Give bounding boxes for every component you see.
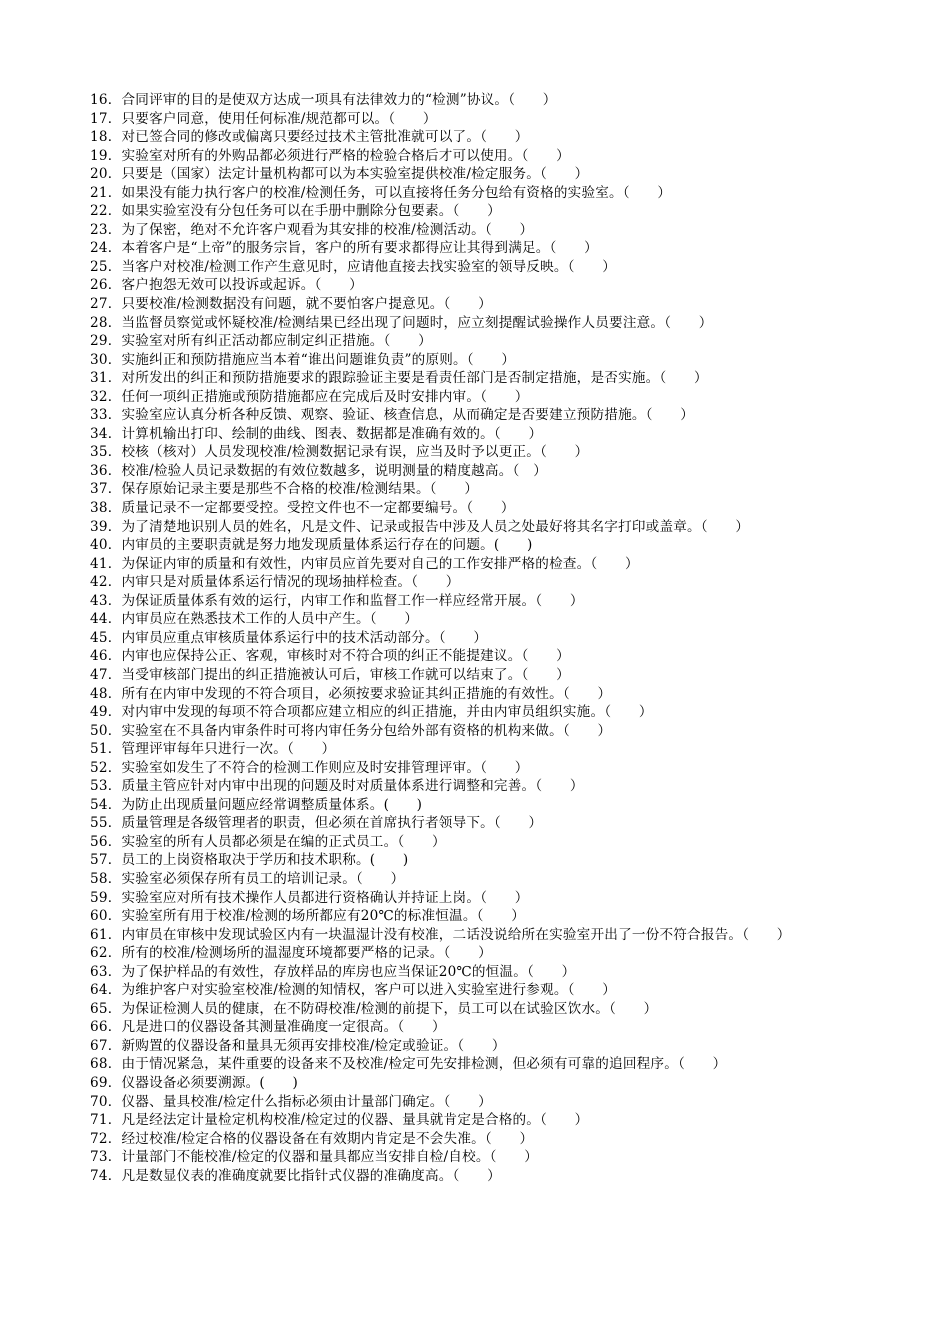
question-item: 22．如果实验室没有分包任务可以在手册中删除分包要素。（ ）	[90, 203, 501, 220]
question-item: 59．实验室应对所有技术操作人员都进行资格确认并持证上岗。（ ）	[90, 889, 529, 906]
question-item: 70．仪器、量具校准/检定什么指标必须由计量部门确定。（ ）	[90, 1093, 492, 1110]
question-item: 28．当监督员察觉或怀疑校准/检测结果已经出现了问题时，应立刻提醒试验操作人员要注意。（ ）	[90, 314, 713, 331]
question-item: 64．为维护客户对实验室校准/检测的知情权，客户可以进入实验室进行参观。（ ）	[90, 982, 617, 999]
question-item: 62．所有的校准/检测场所的温湿度环境都要严格的记录。（ ）	[90, 945, 492, 962]
question-item: 55．质量管理是各级管理者的职责，但必须在首席执行者领导下。（ ）	[90, 815, 543, 832]
question-item: 34．计算机输出打印、绘制的曲线、图表、数据都是准确有效的。（ ）	[90, 425, 543, 442]
question-item: 17．只要客户同意，使用任何标准/规范都可以。（ ）	[90, 110, 437, 127]
question-item: 32．任何一项纠正措施或预防措施都应在完成后及时安排内审。（ ）	[90, 388, 529, 405]
question-item: 18．对已签合同的修改或偏离只要经过技术主管批准就可以了。（ ）	[90, 129, 529, 146]
question-item: 73．计量部门不能校准/检定的仪器和量具都应当安排自检/自校。（ ）	[90, 1149, 539, 1166]
question-item: 49．对内审中发现的每项不符合项都应建立相应的纠正措施，并由内审员组织实施。（ ）	[90, 704, 653, 721]
question-item: 54．为防止出现质量问题应经常调整质量体系。( )	[90, 796, 423, 813]
question-item: 72．经过校准/检定合格的仪器设备在有效期内肯定是不会失准。（ ）	[90, 1130, 534, 1147]
question-item: 42．内审只是对质量体系运行情况的现场抽样检查。（ ）	[90, 574, 460, 591]
question-item: 57．员工的上岗资格取决于学历和技术职称。( )	[90, 852, 409, 869]
question-item: 39．为了清楚地识别人员的姓名，凡是文件、记录或报告中涉及人员之处最好将其名字打印或盖章。（ ）	[90, 518, 750, 535]
question-item: 56．实验室的所有人员都必须是在编的正式员工。（ ）	[90, 833, 446, 850]
question-item: 26．客户抱怨无效可以投诉或起诉。（ ）	[90, 277, 363, 294]
question-item: 19．实验室对所有的外购品都必须进行严格的检验合格后才可以使用。（ ）	[90, 147, 570, 164]
question-item: 36．校准/检验人员记录数据的有效位数越多，说明测量的精度越高。（ ）	[90, 462, 548, 479]
question-item: 71．凡是经法定计量检定机构校准/检定过的仪器、量具就肯定是合格的。（ ）	[90, 1112, 589, 1129]
question-item: 47．当受审核部门提出的纠正措施被认可后，审核工作就可以结束了。（ ）	[90, 666, 570, 683]
question-item: 45．内审员应重点审核质量体系运行中的技术活动部分。（ ）	[90, 629, 488, 646]
question-item: 65．为保证检测人员的健康，在不防碍校准/检测的前提下，员工可以在试验区饮水。（ ）	[90, 1000, 658, 1017]
question-item: 50．实验室在不具备内审条件时可将内审任务分包给外部有资格的机构来做。（ ）	[90, 722, 612, 739]
question-item: 40．内审员的主要职责就是努力地发现质量体系运行存在的问题。( )	[90, 537, 533, 554]
question-item: 52．实验室如发生了不符合的检测工作则应及时安排管理评审。（ ）	[90, 759, 529, 776]
question-item: 20．只要是（国家）法定计量机构都可以为本实验室提供校准/检定服务。（ ）	[90, 166, 589, 183]
question-item: 41．为保证内审的质量和有效性，内审员应首先要对自己的工作安排严格的检查。（ ）	[90, 555, 639, 572]
question-item: 66．凡是进口的仪器设备其测量准确度一定很高。（ ）	[90, 1019, 446, 1036]
question-item: 43．为保证质量体系有效的运行，内审工作和监督工作一样应经常开展。（ ）	[90, 592, 584, 609]
question-item: 63．为了保护样品的有效性，存放样品的库房也应当保证20℃的恒温。（ ）	[90, 963, 576, 980]
question-item: 23．为了保密，绝对不允许客户观看为其安排的校准/检测活动。（ ）	[90, 221, 534, 238]
question-item: 37．保存原始记录主要是那些不合格的校准/检测结果。（ ）	[90, 481, 479, 498]
question-item: 25．当客户对校准/检测工作产生意见时，应请他直接去找实验室的领导反映。（ ）	[90, 258, 617, 275]
question-item: 67．新购置的仪器设备和量具无须再安排校准/检定或验证。（ ）	[90, 1037, 506, 1054]
question-item: 29．实验室对所有纠正活动都应制定纠正措施。（ ）	[90, 333, 432, 350]
question-item: 44．内审员应在熟悉技术工作的人员中产生。（ ）	[90, 611, 419, 628]
question-item: 33．实验室应认真分析各种反馈、观察、验证、核查信息，从而确定是否要建立预防措施。（ ）	[90, 407, 695, 424]
question-item: 30．实施纠正和预防措施应当本着“谁出问题谁负责”的原则。（ ）	[90, 351, 516, 368]
question-item: 31．对所发出的纠正和预防措施要求的跟踪验证主要是看责任部门是否制定措施，是否实施。（ ）	[90, 370, 708, 387]
question-item: 27．只要校准/检测数据没有问题，就不要怕客户提意见。（ ）	[90, 296, 492, 313]
question-item: 58．实验室必须保存所有员工的培训记录。（ ）	[90, 870, 405, 887]
question-item: 68．由于情况紧急，某件重要的设备来不及校准/检定可先安排检测，但必须有可靠的追回程序。（ ）	[90, 1056, 727, 1073]
question-item: 46．内审也应保持公正、客观，审核时对不符合项的纠正不能提建议。（ ）	[90, 648, 570, 665]
question-item: 69．仪器设备必须要溯源。( )	[90, 1074, 299, 1091]
true-false-question-list	[90, 91, 880, 1185]
question-item: 53．质量主管应针对内审中出现的问题及时对质量体系进行调整和完善。（ ）	[90, 778, 584, 795]
question-item: 48．所有在内审中发现的不符合项目，必须按要求验证其纠正措施的有效性。（ ）	[90, 685, 612, 702]
question-item: 35．校核（核对）人员发现校准/检测数据记录有误，应当及时予以更正。（ ）	[90, 444, 589, 461]
question-item: 38．质量记录不一定都要受控。受控文件也不一定都要编号。（ ）	[90, 500, 515, 517]
question-item: 74．凡是数显仪表的准确度就要比指针式仪器的准确度高。（ ）	[90, 1167, 501, 1184]
question-item: 21．如果没有能力执行客户的校准/检测任务，可以直接将任务分包给有资格的实验室。（ ）	[90, 184, 672, 201]
question-item: 60．实验室所有用于校准/检测的场所都应有20℃的标准恒温。（ ）	[90, 908, 526, 925]
question-item: 16．合同评审的目的是使双方达成一项具有法律效力的“检测”协议。（ ）	[90, 92, 557, 108]
question-item: 24．本着客户是“上帝”的服务宗旨，客户的所有要求都得应让其得到满足。（ ）	[90, 240, 598, 257]
question-item: 51．管理评审每年只进行一次。（ ）	[90, 741, 336, 758]
question-item: 61．内审员在审核中发现试验区内有一块温湿计没有校准，二话没说给所在实验室开出了一份不符合报告。（ ）	[90, 926, 791, 943]
